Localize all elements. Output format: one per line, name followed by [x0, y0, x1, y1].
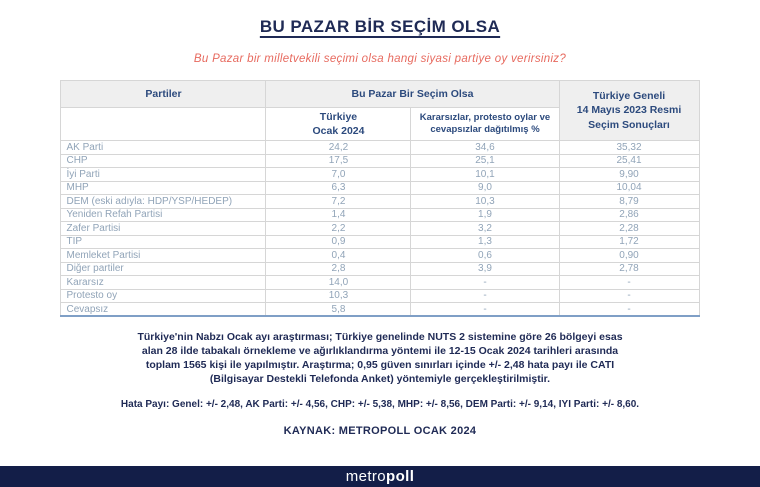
value-ocak-2024-cell: 14,0 [266, 276, 411, 290]
footer-bar [0, 466, 760, 487]
value-distributed-cell: 10,3 [411, 195, 559, 209]
methodology-line2: alan 28 ilde tabakalı örnekleme ve ağırlıklandırma yöntemi ile 12-15 Ocak 2024 tarihleri arasında [141, 344, 619, 357]
party-name-cell: TİP [61, 235, 266, 249]
value-2023-result-cell: 2,78 [559, 262, 699, 276]
value-2023-result-cell: 25,41 [559, 154, 699, 168]
value-distributed-cell: 3,9 [411, 262, 559, 276]
value-distributed-cell: - [411, 289, 559, 303]
table-row [61, 289, 699, 303]
value-ocak-2024-cell: 0,4 [266, 249, 411, 263]
value-ocak-2024-cell: 0,9 [266, 235, 411, 249]
page-subtitle: Bu Pazar bir milletvekili seçimi olsa hangi siyasi partiye oy verirsiniz? [193, 53, 567, 65]
poll-table [60, 80, 699, 317]
value-2023-result-cell: 0,90 [559, 249, 699, 263]
party-name-cell: MHP [61, 181, 266, 195]
table-row [61, 303, 699, 317]
header-partiler: Partiler [61, 81, 266, 108]
party-name-cell: Yeniden Refah Partisi [61, 208, 266, 222]
table-row [61, 208, 699, 222]
value-ocak-2024-cell: 2,8 [266, 262, 411, 276]
party-name-cell: Cevapsız [61, 303, 266, 317]
header-right-line2: 14 Mayıs 2023 Resmi [576, 104, 682, 117]
value-2023-result-cell: 9,90 [559, 168, 699, 182]
party-name-cell: Memleket Partisi [61, 249, 266, 263]
metropoll-logo [346, 469, 415, 484]
header-sub2-line1: Kararsızlar, protesto oylar ve [419, 111, 551, 123]
value-distributed-cell: 0,6 [411, 249, 559, 263]
value-distributed-cell: 3,2 [411, 222, 559, 236]
header-sub-kararsizlar [411, 108, 559, 141]
party-name-cell: İyi Parti [61, 168, 266, 182]
value-distributed-cell: 1,9 [411, 208, 559, 222]
header-group: Bu Pazar Bir Seçim Olsa [266, 81, 559, 108]
value-ocak-2024-cell: 7,0 [266, 168, 411, 182]
table-header [61, 81, 699, 141]
value-ocak-2024-cell: 17,5 [266, 154, 411, 168]
table-row [61, 276, 699, 290]
value-distributed-cell: - [411, 303, 559, 317]
page-title-text: BU PAZAR BİR SEÇİM OLSA [259, 17, 501, 36]
table-row [61, 154, 699, 168]
value-distributed-cell: 9,0 [411, 181, 559, 195]
table-row [61, 262, 699, 276]
header-sub2-line2: cevapsızlar dağıtılmış % [430, 124, 540, 135]
value-2023-result-cell: 1,72 [559, 235, 699, 249]
value-2023-result-cell: - [559, 289, 699, 303]
table-row [61, 181, 699, 195]
party-name-cell: DEM (eski adıyla: HDP/YSP/HEDEP) [61, 195, 266, 209]
value-distributed-cell: 34,6 [411, 141, 559, 155]
table-row [61, 141, 699, 155]
value-ocak-2024-cell: 24,2 [266, 141, 411, 155]
value-distributed-cell: 10,1 [411, 168, 559, 182]
party-name-cell: Zafer Partisi [61, 222, 266, 236]
source-note: KAYNAK: METROPOLL OCAK 2024 [283, 425, 477, 438]
header-sub-turkiye-ocak [266, 108, 411, 141]
methodology-line4: (Bilgisayar Destekli Telefonda Anket) yöntemiyle gerçekleştirilmiştir. [209, 372, 551, 385]
table-row [61, 195, 699, 209]
value-2023-result-cell: 2,28 [559, 222, 699, 236]
methodology-line3: toplam 1565 kişi ile yapılmıştır. Araştırma; 0,95 güven sınırları içinde +/- 2,48 hata payı ile CATI [145, 358, 615, 371]
table-row [61, 235, 699, 249]
table-row [61, 249, 699, 263]
value-ocak-2024-cell: 7,2 [266, 195, 411, 209]
value-2023-result-cell: - [559, 303, 699, 317]
value-ocak-2024-cell: 10,3 [266, 289, 411, 303]
value-distributed-cell: 1,3 [411, 235, 559, 249]
header-empty-cell [61, 108, 266, 141]
value-2023-result-cell: 10,04 [559, 181, 699, 195]
table-body [61, 141, 699, 317]
header-sub1-line2: Ocak 2024 [312, 125, 365, 137]
party-name-cell: CHP [61, 154, 266, 168]
logo-poll-text: poll [386, 468, 415, 485]
page-title [0, 17, 760, 37]
methodology-note [0, 331, 760, 386]
party-name-cell: Kararsız [61, 276, 266, 290]
value-2023-result-cell: 8,79 [559, 195, 699, 209]
value-2023-result-cell: 35,32 [559, 141, 699, 155]
header-right-line1: Türkiye Geneli [592, 90, 666, 103]
value-ocak-2024-cell: 6,3 [266, 181, 411, 195]
value-ocak-2024-cell: 2,2 [266, 222, 411, 236]
logo-metro-text: metro [345, 468, 387, 485]
header-row-1 [61, 81, 699, 108]
value-distributed-cell: - [411, 276, 559, 290]
value-ocak-2024-cell: 1,4 [266, 208, 411, 222]
party-name-cell: AK Parti [61, 141, 266, 155]
value-2023-result-cell: - [559, 276, 699, 290]
party-name-cell: Diğer partiler [61, 262, 266, 276]
header-right [559, 81, 699, 141]
party-name-cell: Protesto oy [61, 289, 266, 303]
value-ocak-2024-cell: 5,8 [266, 303, 411, 317]
table-row [61, 168, 699, 182]
margin-of-error-note: Hata Payı: Genel: +/- 2,48, AK Parti: +/- 4,56, CHP: +/- 5,38, MHP: +/- 8,56, DEM Parti: +/- 9,14, IYI Parti: +/- 8,60. [120, 399, 640, 411]
header-sub1-line1: Türkiye [319, 110, 358, 123]
table-row [61, 222, 699, 236]
methodology-line1: Türkiye'nin Nabzı Ocak ayı araştırması; Türkiye genelinde NUTS 2 sistemine göre 26 bölgeyi esas [137, 331, 623, 343]
header-right-line3: Seçim Sonuçları [588, 118, 670, 131]
value-2023-result-cell: 2,86 [559, 208, 699, 222]
value-distributed-cell: 25,1 [411, 154, 559, 168]
